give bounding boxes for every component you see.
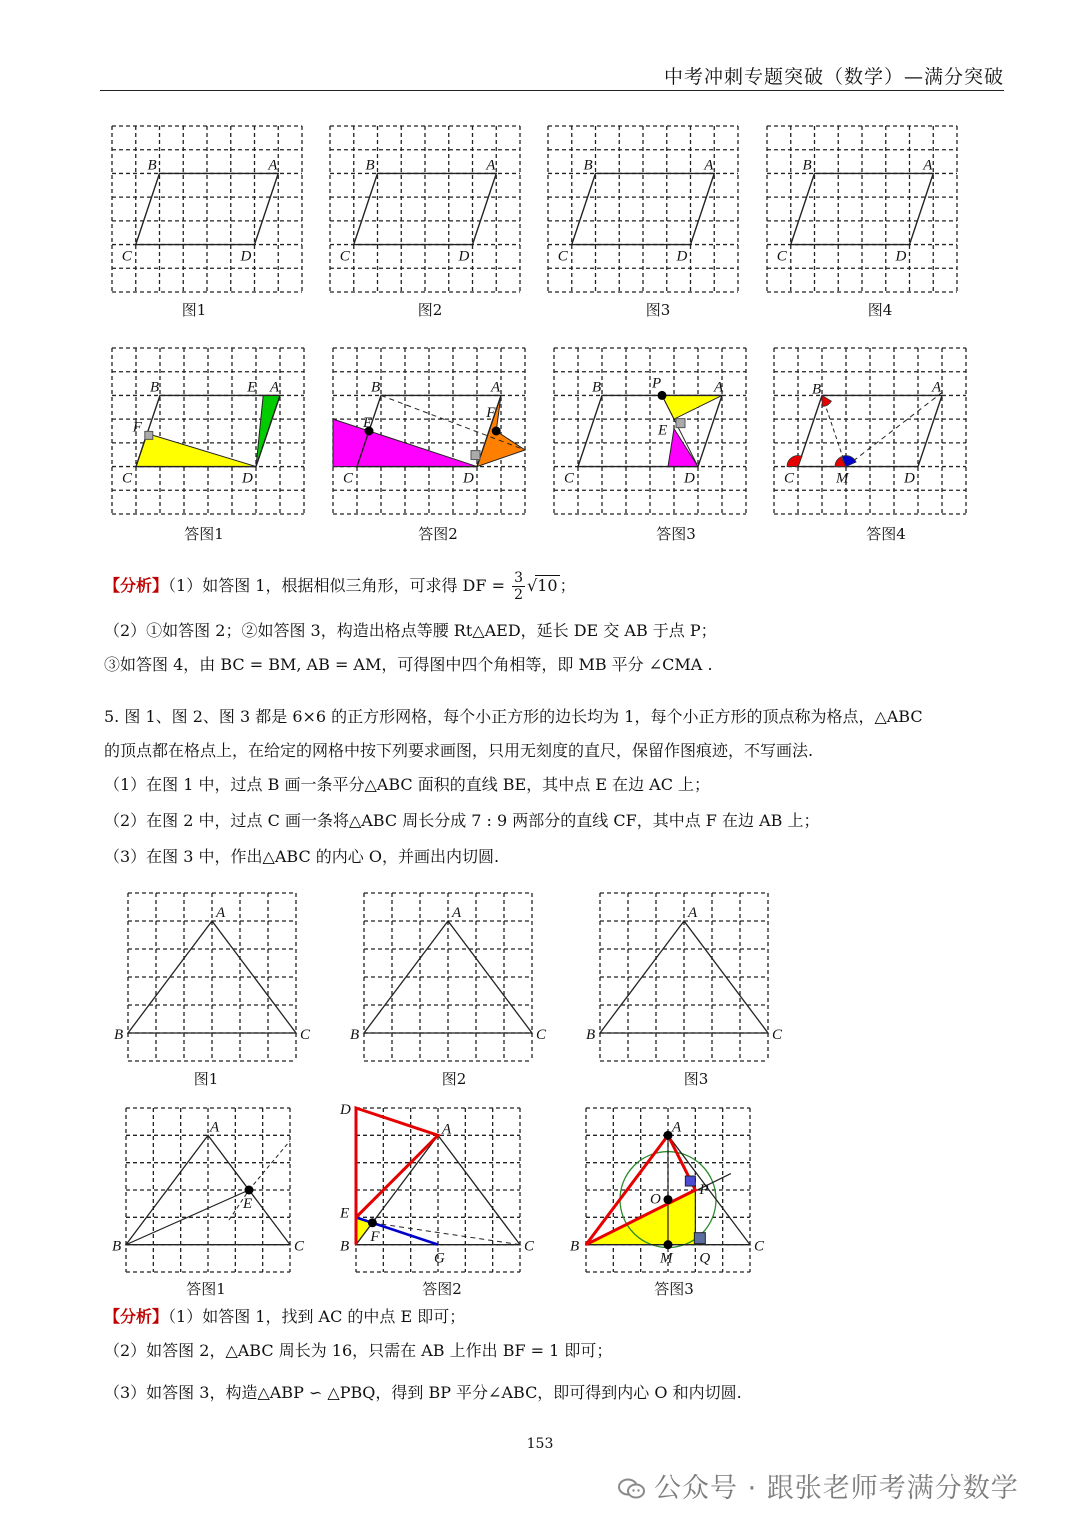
caption-ans1: 答图1 — [184, 525, 224, 543]
point-label: D — [242, 470, 253, 487]
angle-mark-b — [822, 395, 831, 406]
q5-answer-grid-1 — [126, 1108, 290, 1272]
point-label: D — [458, 248, 470, 265]
point-label: E — [243, 1196, 253, 1212]
point-f — [492, 427, 501, 436]
caption-fig2: 图2 — [417, 301, 443, 319]
point-label: A — [486, 157, 496, 174]
analysis-q4-line3: ③如答图 4，由 BC = BM, AB = AM，可得图中四个角相等，即 MB 平分 ∠CMA . — [104, 655, 713, 674]
point-label: A — [932, 379, 942, 396]
dashed-fc — [372, 1223, 520, 1245]
analysis-q4-line1: 【分析】（1）如答图 1，根据相似三角形，可求得 DF = $\frac{3}{2}$ √10 ； — [104, 570, 576, 603]
point-label: C — [772, 1027, 783, 1043]
point-label: E — [658, 422, 668, 439]
point-label: M — [660, 1250, 673, 1267]
analysis-q5-line1: 【分析】（1）如答图 1，找到 AC 的中点 E 即可； — [104, 1307, 466, 1326]
right-angle-mark — [676, 419, 685, 428]
point-label: A — [216, 905, 226, 921]
q5-line1: 5. 图 1、图 2、图 3 都是 6×6 的正方形网格，每个小正方形的边长均为 1，每个小正方形的顶点称为格点，△ABC — [104, 707, 923, 726]
analysis-tag: 【分析】 — [104, 1307, 169, 1326]
q5-grid-1 — [128, 893, 296, 1061]
point-label: A — [672, 1119, 682, 1136]
point-label: A — [688, 905, 698, 921]
point-p — [658, 391, 667, 400]
right-angle-mark — [471, 451, 480, 460]
point-label: C — [339, 248, 350, 265]
point-label: A — [704, 157, 714, 174]
red-triangle-dae — [356, 1108, 438, 1217]
point-label: A — [923, 157, 933, 174]
analysis-q5-line3: （3）如答图 3，构造△ABP ∽ △PBQ，得到 BP 平分∠ABC，即可得到内心 O 和内切圆. — [104, 1383, 742, 1402]
point-label: C — [564, 470, 575, 487]
point-label: D — [904, 470, 915, 487]
right-angle-mark-p — [685, 1176, 695, 1186]
point-label: B — [592, 379, 602, 396]
q4-grid-4 — [767, 126, 957, 292]
point-label: D — [463, 470, 474, 487]
point-label: A — [491, 379, 501, 396]
point-label: B — [365, 157, 375, 174]
q4-answer-grid-3 — [554, 348, 746, 514]
point-label: A — [714, 379, 724, 396]
caption-ans4: 答图4 — [866, 525, 906, 543]
point-label: D — [684, 470, 695, 487]
magenta-triangle — [668, 429, 698, 467]
point-label: D — [240, 248, 252, 265]
point-label: A — [270, 379, 280, 396]
right-angle-mark — [145, 431, 153, 439]
point-label: B — [570, 1238, 580, 1255]
fraction: $\frac{3}{2}$ — [514, 570, 523, 603]
analysis-q5-line2: （2）如答图 2，△ABC 周长为 16，只需在 AB 上作出 BF = 1 即可； — [104, 1341, 613, 1360]
point-label: C — [122, 470, 133, 487]
caption-ans3: 答图3 — [656, 525, 696, 543]
q5-grid-2 — [364, 893, 532, 1061]
point-e — [245, 1186, 254, 1195]
caption-q5-ans2: 答图2 — [422, 1280, 462, 1298]
point-label: B — [586, 1027, 596, 1043]
point-label: F — [132, 419, 142, 436]
dashed-ma — [846, 391, 944, 467]
point-label: E — [247, 379, 257, 396]
point-label: B — [340, 1238, 350, 1255]
point-label: F — [486, 405, 496, 421]
point-label: C — [121, 248, 132, 265]
watermark — [618, 1466, 1058, 1506]
angle-mark-c — [787, 456, 802, 467]
q4-grid-3 — [548, 126, 738, 292]
caption-fig4: 图4 — [867, 301, 893, 319]
point-label: Q — [699, 1250, 711, 1267]
yellow-triangle — [662, 395, 722, 419]
point-label: B — [112, 1238, 122, 1255]
point-label: M — [836, 470, 849, 487]
q4-grid-2 — [330, 126, 520, 292]
point-label: C — [300, 1027, 311, 1043]
point-label: A — [210, 1119, 220, 1136]
analysis-tag: 【分析】 — [104, 576, 169, 595]
point-label: A — [442, 1121, 452, 1138]
point-label: C — [524, 1238, 535, 1255]
point-label: C — [776, 248, 787, 265]
yellow-triangle — [136, 433, 256, 466]
point-label: B — [114, 1027, 124, 1043]
caption-q5-fig2: 图2 — [441, 1070, 467, 1088]
point-label: B — [150, 379, 160, 396]
q4-grid-1 — [112, 126, 302, 292]
watermark-text: 公众号 · 跟张老师考满分数学 — [654, 1473, 1019, 1504]
point-label: C — [784, 470, 795, 487]
point-label: P — [652, 375, 662, 392]
point-label: D — [340, 1102, 351, 1118]
q5-line2: 的顶点都在格点上，在给定的网格中按下列要求画图，只用无刻度的直尺，保留作图痕迹，不写画法. — [104, 741, 814, 760]
point-label: E — [363, 415, 373, 431]
q5-line4: （2）在图 2 中，过点 C 画一条将△ABC 周长分成 7 : 9 两部分的直线 CF，其中点 F 在边 AB 上； — [104, 811, 820, 830]
point-label: E — [340, 1205, 350, 1222]
page-number: 153 — [526, 1436, 554, 1452]
point-label: P — [699, 1182, 709, 1198]
point-label: F — [370, 1228, 380, 1245]
point-label: A — [452, 905, 462, 921]
point-o — [664, 1195, 673, 1204]
point-label: G — [434, 1250, 445, 1267]
caption-q5-fig1: 图1 — [193, 1070, 219, 1088]
q5-answer-grid-2 — [356, 1108, 520, 1272]
caption-fig3: 图3 — [645, 301, 671, 319]
point-label: B — [371, 379, 381, 396]
point-label: C — [754, 1238, 765, 1255]
point-f — [368, 1218, 377, 1227]
dashed-extension — [249, 1141, 290, 1190]
q5-grid-3 — [600, 893, 768, 1061]
point-label: B — [802, 157, 812, 174]
point-label: B — [350, 1027, 360, 1043]
point-label: A — [268, 157, 278, 174]
point-label: D — [895, 248, 907, 265]
point-m — [664, 1240, 673, 1249]
point-label: B — [147, 157, 157, 174]
point-label: C — [343, 470, 354, 487]
point-label: B — [812, 381, 822, 398]
point-label: B — [583, 157, 593, 174]
point-label: D — [676, 248, 688, 265]
header-title: 中考冲刺专题突破（数学）—满分突破 — [663, 66, 1004, 88]
q4-answer-grid-4 — [774, 348, 966, 514]
point-label: C — [536, 1027, 547, 1043]
wechat-icon — [618, 1478, 646, 1500]
q5-line5: （3）在图 3 中，作出△ABC 的内心 O，并画出内切圆. — [104, 847, 500, 866]
caption-ans2: 答图2 — [418, 525, 458, 543]
caption-q5-fig3: 图3 — [683, 1070, 709, 1088]
q5-line3: （1）在图 1 中，过点 B 画一条平分△ABC 面积的直线 BE，其中点 E 在边 AC 上； — [104, 775, 711, 794]
caption-q5-ans3: 答图3 — [654, 1280, 694, 1298]
analysis-q4-line2: （2）①如答图 2；②如答图 3，构造出格点等腰 Rt△AED，延长 DE 交 AB 于点 P； — [104, 621, 717, 640]
caption-q5-ans1: 答图1 — [186, 1280, 226, 1298]
point-label: C — [294, 1238, 305, 1255]
right-angle-mark-q — [694, 1233, 705, 1244]
caption-fig1: 图1 — [181, 301, 207, 319]
point-label: C — [557, 248, 568, 265]
point-label: O — [650, 1191, 661, 1208]
